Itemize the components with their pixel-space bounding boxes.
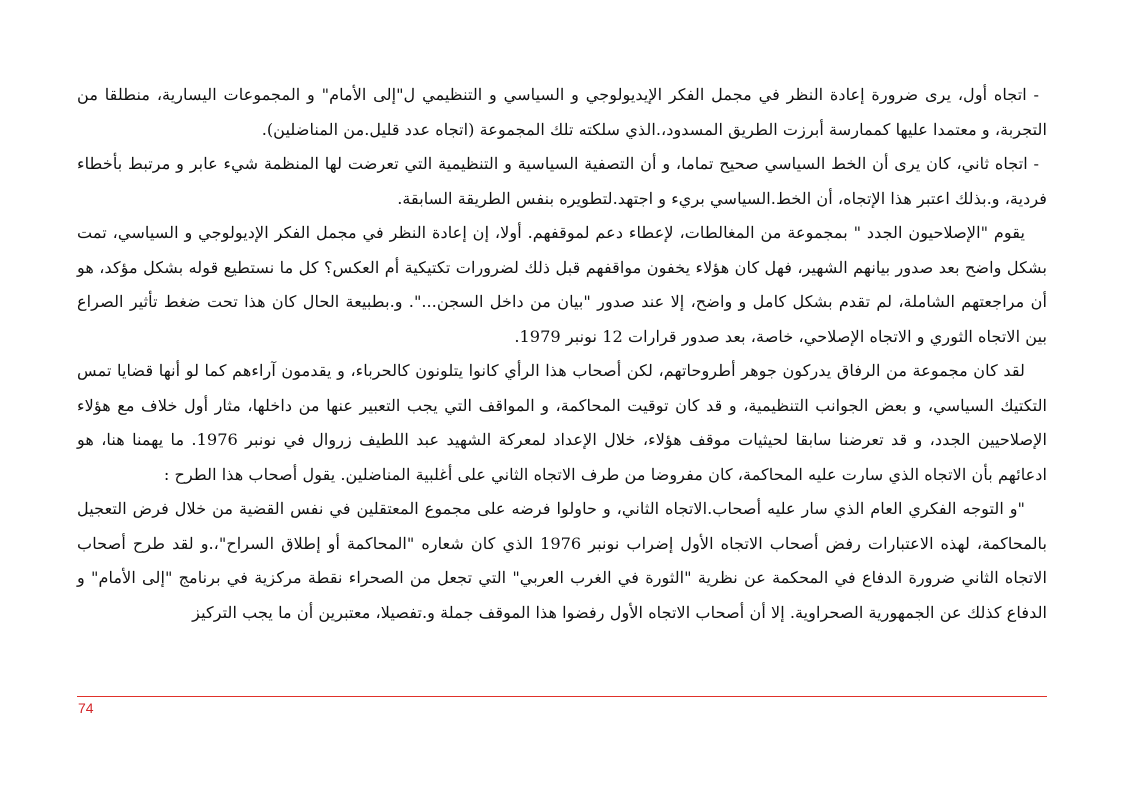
footer-divider [77, 696, 1047, 697]
paragraph-quotation: "و التوجه الفكري العام الذي سار عليه أصحاب.الاتجاه الثاني، و حاولوا فرضه على مجموع المعتقلين في نفس القضية من خلال فرض التعجيل بالمحاكمة، لهذه الاعتبارات رفض أصحاب الاتجاه الأول إضراب نونبر 1976 الذي كان شعاره "المحاكمة أو إطلاق السراح"،.و لقد طرح أصحاب الاتجاه الثاني ضرورة الدفاع في المحكمة عن نظرية "الثورة في الغرب العربي" التي تجعل من الصحراء نقطة مركزية في برنامج "إلى الأمام" و الدفاع كذلك عن الجمهورية الصحراوية. إلا أن أصحاب الاتجاه الأول رفضوا هذا الموقف جملة و.تفصيلا، معتبرين أن ما يجب التركيز [77, 499, 1047, 622]
paragraph-comrades: لقد كان مجموعة من الرفاق يدركون جوهر أطروحاتهم، لكن أصحاب هذا الرأي كانوا يتلونون كالحرباء، و يقدمون آراءهم كما لو أنها قضايا تمس التكتيك السياسي، و بعض الجوانب التنظيمية، و قد كان توقيت المحاكمة، و المواقف التي يجب التعبير عنها من داخلها، مثار أول خلاف مع هؤلاء الإصلاحيين الجدد، و قد تعرضنا سابقا لحيثيات موقف هؤلاء، خلال الإعداد لمعركة الشهيد عبد اللطيف زروال في نونبر 1976. ما يهمنا هنا، هو ادعائهم بأن الاتجاه الذي سارت عليه المحاكمة، كان مفروضا من طرف الاتجاه الثاني على أغلبية المناضلين. يقول أصحاب هذا الطرح : [77, 361, 1048, 484]
page-number: 74 [78, 700, 94, 716]
paragraph-second-trend: - اتجاه ثاني، كان يرى أن الخط السياسي صحيح تماما، و أن التصفية السياسية و التنظيمية التي تعرضت لها المنظمة شيء عابر و مرتبط بأخطاء فردية، و.بذلك اعتبر هذا الإتجاه، أن الخط.السياسي بريء و اجتهد.لتطويره بنفس الطريقة السابقة. [77, 154, 1047, 208]
body-text [77, 78, 1047, 630]
paragraph-new-reformists: يقوم "الإصلاحيون الجدد " بمجموعة من المغالطات، لإعطاء دعم لموقفهم. أولا، إن إعادة النظر في مجمل الفكر الإديولوجي و السياسي، تمت بشكل واضح بعد صدور بيانهم الشهير، فهل كان هؤلاء يخفون مواقفهم قبل ذلك لضرورات تكتيكية أم العكس؟ كل ما نستطيع قوله بشكل مؤكد، هو أن مراجعتهم الشاملة، لم تقدم بشكل كامل و واضح، إلا عند صدور "بيان من داخل السجن...". و.بطبيعة الحال كان هذا تحت ضغط تأثير الصراع بين الاتجاه الثوري و الاتجاه الإصلاحي، خاصة، بعد صدور قرارات 12 نونبر 1979. [77, 223, 1047, 346]
paragraph-first-trend: - اتجاه أول، يرى ضرورة إعادة النظر في مجمل الفكر الإيديولوجي و السياسي و التنظيمي ل"إلى الأمام" و المجموعات اليسارية، منطلقا من التجربة، و معتمدا عليها كممارسة أبرزت الطريق المسدود،.الذي سلكته تلك المجموعة (اتجاه عدد قليل.من المناضلين). [77, 85, 1047, 139]
